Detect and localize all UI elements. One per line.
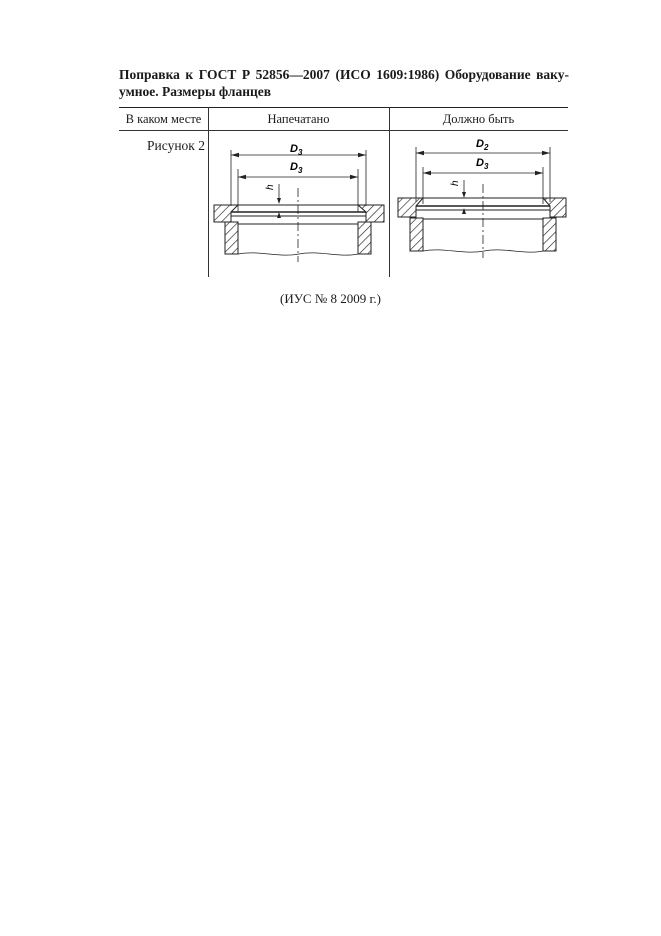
arrow-icon bbox=[542, 151, 550, 155]
document-title: Поправка к ГОСТ Р 52856—2007 (ИСО 1609:1986) Оборудование ваку-умное. Размеры фланцев bbox=[119, 67, 569, 99]
arrow-icon bbox=[423, 171, 431, 175]
flange-section-right bbox=[358, 205, 384, 222]
header-printed: Напечатано bbox=[267, 112, 330, 126]
h-label: h bbox=[450, 180, 461, 186]
break-line bbox=[238, 253, 358, 255]
flange-section-left bbox=[214, 205, 238, 222]
column-divider bbox=[389, 107, 390, 277]
header-correct: Должно быть bbox=[442, 112, 515, 126]
arrow-icon bbox=[462, 192, 466, 198]
ring-wall-right bbox=[358, 222, 371, 254]
inner-dimension-label: $D_3$ bbox=[476, 157, 489, 171]
document-footer: (ИУС № 8 2009 г.) bbox=[280, 291, 381, 306]
flange-section-left bbox=[398, 198, 423, 217]
arrow-icon bbox=[358, 153, 366, 157]
arrow-icon bbox=[231, 153, 239, 157]
arrow-icon bbox=[535, 171, 543, 175]
arrow-icon bbox=[350, 175, 358, 179]
h-label: h bbox=[265, 184, 276, 190]
table-top-rule bbox=[119, 107, 568, 108]
arrow-icon bbox=[277, 212, 281, 218]
outer-dimension-label: $D_2$ bbox=[476, 138, 489, 152]
ring-wall-right bbox=[543, 218, 556, 251]
outer-dimension-label: $D_3$ bbox=[290, 143, 303, 157]
arrow-icon bbox=[238, 175, 246, 179]
ring-wall-left bbox=[225, 222, 238, 254]
inner-dimension-label: $D_3$ bbox=[290, 161, 303, 175]
arrow-icon bbox=[277, 198, 281, 204]
arrow-icon bbox=[416, 151, 424, 155]
flange-section-right bbox=[543, 198, 566, 217]
correct-figure bbox=[392, 132, 568, 277]
arrow-icon bbox=[462, 208, 466, 214]
table-header-rule bbox=[119, 130, 568, 131]
header-place: В каком месте bbox=[125, 112, 202, 126]
printed-figure bbox=[209, 132, 389, 277]
row-place: Рисунок 2 bbox=[147, 138, 205, 153]
break-line bbox=[423, 250, 543, 252]
ring-wall-left bbox=[410, 218, 423, 251]
